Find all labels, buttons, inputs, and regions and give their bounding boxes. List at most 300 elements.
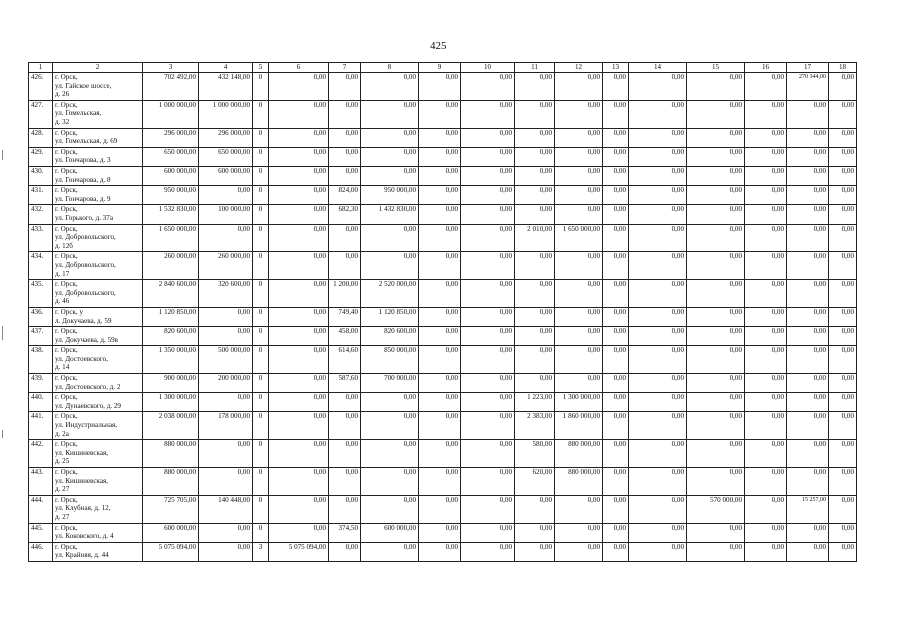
table-row [29, 346, 857, 374]
column-header: 11 [515, 63, 555, 73]
value-cell: 0,00 [829, 307, 857, 326]
row-number-cell: 430. [29, 166, 53, 185]
value-cell: 0,00 [829, 128, 857, 147]
value-cell: 0,00 [603, 374, 629, 393]
value-cell: 0,00 [829, 412, 857, 440]
value-cell: 900 000,00 [143, 374, 199, 393]
row-number-cell: 435. [29, 280, 53, 308]
value-cell: 0,00 [787, 542, 829, 561]
value-cell: 950 000,00 [361, 186, 419, 205]
value-cell: 0,00 [269, 186, 329, 205]
value-cell: 0,00 [745, 307, 787, 326]
value-cell: 1 532 830,00 [143, 205, 199, 224]
value-cell: 0,00 [329, 440, 361, 468]
value-cell: 650 000,00 [199, 147, 253, 166]
value-cell: 0,00 [629, 73, 687, 101]
value-cell: 0,00 [515, 542, 555, 561]
value-cell: 0,00 [515, 147, 555, 166]
value-cell: 0,00 [829, 73, 857, 101]
value-cell: 0,00 [515, 346, 555, 374]
value-cell: 587,60 [329, 374, 361, 393]
value-cell: 0,00 [829, 186, 857, 205]
row-number-cell: 426. [29, 73, 53, 101]
value-cell: 0,00 [603, 542, 629, 561]
value-cell: 0,00 [787, 147, 829, 166]
value-cell: 0,00 [461, 393, 515, 412]
value-cell: 0,00 [629, 542, 687, 561]
value-cell: 0 [253, 205, 269, 224]
row-number-cell: 436. [29, 307, 53, 326]
table-row [29, 374, 857, 393]
value-cell: 0,00 [629, 307, 687, 326]
value-cell: 0,00 [603, 252, 629, 280]
table-row [29, 393, 857, 412]
value-cell: 0,00 [199, 307, 253, 326]
value-cell: 0,00 [419, 523, 461, 542]
address-cell: г. Орск, ул. Достоевского, д. 2 [53, 374, 143, 393]
value-cell: 0,00 [361, 252, 419, 280]
table-row [29, 205, 857, 224]
value-cell: 0,00 [419, 495, 461, 523]
value-cell: 0,00 [603, 307, 629, 326]
value-cell: 5 075 094,00 [269, 542, 329, 561]
value-cell: 0,00 [629, 166, 687, 185]
value-cell: 0,00 [419, 374, 461, 393]
value-cell: 570 000,00 [687, 495, 745, 523]
value-cell: 0,00 [603, 147, 629, 166]
value-cell: 0,00 [419, 542, 461, 561]
value-cell: 880 000,00 [143, 440, 199, 468]
table-header-row [29, 63, 857, 73]
value-cell: 0,00 [687, 128, 745, 147]
value-cell: 0,00 [419, 224, 461, 252]
column-header: 10 [461, 63, 515, 73]
value-cell: 0,00 [745, 224, 787, 252]
value-cell: 0,00 [629, 523, 687, 542]
column-header: 3 [143, 63, 199, 73]
table-row [29, 100, 857, 128]
value-cell: 0,00 [419, 147, 461, 166]
value-cell: 0,00 [269, 523, 329, 542]
address-cell: г. Орск, ул. Дунаевского, д. 29 [53, 393, 143, 412]
value-cell: 0,00 [555, 280, 603, 308]
value-cell: 0,00 [515, 307, 555, 326]
value-cell: 0 [253, 224, 269, 252]
value-cell: 2 010,00 [515, 224, 555, 252]
value-cell: 0,00 [787, 374, 829, 393]
row-number-cell: 437. [29, 327, 53, 346]
value-cell: 880 000,00 [555, 468, 603, 496]
value-cell: 374,50 [329, 523, 361, 542]
value-cell: 0,00 [461, 166, 515, 185]
value-cell: 1 300 000,00 [555, 393, 603, 412]
value-cell: 0,00 [687, 412, 745, 440]
value-cell: 0,00 [787, 128, 829, 147]
value-cell: 320 600,00 [199, 280, 253, 308]
value-cell: 0,00 [361, 440, 419, 468]
value-cell: 0 [253, 252, 269, 280]
value-cell: 0,00 [745, 186, 787, 205]
value-cell: 0,00 [329, 224, 361, 252]
value-cell: 0,00 [515, 73, 555, 101]
value-cell: 0,00 [461, 186, 515, 205]
table-row [29, 327, 857, 346]
table-row [29, 128, 857, 147]
value-cell: 0,00 [199, 186, 253, 205]
value-cell: 0,00 [829, 252, 857, 280]
address-cell: г. Орск, ул. Добровольского, д. 12б [53, 224, 143, 252]
value-cell: 580,00 [515, 440, 555, 468]
address-cell: г. Орск, ул. Добровольского, д. 17 [53, 252, 143, 280]
value-cell: 0,00 [555, 166, 603, 185]
value-cell: 1 120 850,00 [143, 307, 199, 326]
value-cell: 0,00 [361, 128, 419, 147]
value-cell: 0,00 [687, 100, 745, 128]
value-cell: 0,00 [745, 412, 787, 440]
value-cell: 0,00 [829, 224, 857, 252]
column-header: 5 [253, 63, 269, 73]
table-row [29, 495, 857, 523]
column-header: 13 [603, 63, 629, 73]
value-cell: 0,00 [361, 73, 419, 101]
value-cell: 0,00 [787, 100, 829, 128]
value-cell: 0,00 [629, 468, 687, 496]
value-cell: 600 000,00 [143, 166, 199, 185]
address-cell: г. Орск, у л. Докучаева, д. 59 [53, 307, 143, 326]
row-number-cell: 443. [29, 468, 53, 496]
value-cell: 0,00 [745, 393, 787, 412]
value-cell: 0,00 [787, 393, 829, 412]
value-cell: 0,00 [787, 205, 829, 224]
value-cell: 0,00 [419, 468, 461, 496]
value-cell: 0,00 [629, 327, 687, 346]
value-cell: 260 000,00 [143, 252, 199, 280]
value-cell: 5 075 094,00 [143, 542, 199, 561]
value-cell: 0,00 [829, 542, 857, 561]
value-cell: 0,00 [603, 523, 629, 542]
value-cell: 0,00 [361, 468, 419, 496]
value-cell: 0 [253, 440, 269, 468]
table-row [29, 224, 857, 252]
value-cell: 0,00 [745, 440, 787, 468]
table-row [29, 186, 857, 205]
value-cell: 0 [253, 166, 269, 185]
value-cell: 0,00 [515, 128, 555, 147]
value-cell: 0,00 [745, 346, 787, 374]
scan-margin-mark [2, 326, 3, 340]
address-cell: г. Орск, ул. Горького, д. 37а [53, 205, 143, 224]
value-cell: 0,00 [555, 205, 603, 224]
value-cell: 650 000,00 [143, 147, 199, 166]
value-cell: 0,00 [829, 100, 857, 128]
value-cell: 0,00 [361, 412, 419, 440]
value-cell: 0,00 [361, 147, 419, 166]
value-cell: 950 000,00 [143, 186, 199, 205]
value-cell: 0,00 [687, 205, 745, 224]
value-cell: 0,00 [199, 542, 253, 561]
value-cell: 0,00 [461, 205, 515, 224]
value-cell: 0,00 [687, 542, 745, 561]
value-cell: 0,00 [461, 346, 515, 374]
data-table [28, 62, 857, 562]
value-cell: 0,00 [461, 327, 515, 346]
value-cell: 820 600,00 [143, 327, 199, 346]
value-cell: 0,00 [745, 523, 787, 542]
address-cell: г. Орск, ул. Достоевского, д. 14 [53, 346, 143, 374]
value-cell: 0,00 [329, 542, 361, 561]
column-header: 16 [745, 63, 787, 73]
value-cell: 600 000,00 [143, 523, 199, 542]
column-header: 12 [555, 63, 603, 73]
column-header: 2 [53, 63, 143, 73]
value-cell: 0,00 [269, 495, 329, 523]
value-cell: 0 [253, 327, 269, 346]
value-cell: 0,00 [629, 224, 687, 252]
row-number-cell: 427. [29, 100, 53, 128]
value-cell: 1 223,00 [515, 393, 555, 412]
value-cell: 0,00 [269, 440, 329, 468]
value-cell: 0,00 [419, 252, 461, 280]
value-cell: 1 300 000,00 [143, 393, 199, 412]
value-cell: 500 000,00 [199, 346, 253, 374]
value-cell: 0,00 [629, 374, 687, 393]
value-cell: 0,00 [829, 346, 857, 374]
address-cell: г. Орск, ул. Индустриальная, д. 2а [53, 412, 143, 440]
row-number-cell: 432. [29, 205, 53, 224]
value-cell: 0,00 [199, 468, 253, 496]
value-cell: 0 [253, 147, 269, 166]
value-cell: 0,00 [687, 523, 745, 542]
value-cell: 0,00 [687, 393, 745, 412]
value-cell: 0,00 [269, 327, 329, 346]
value-cell: 0,00 [745, 128, 787, 147]
value-cell: 0 [253, 73, 269, 101]
value-cell: 0,00 [829, 440, 857, 468]
value-cell: 0,00 [555, 495, 603, 523]
value-cell: 0,00 [199, 440, 253, 468]
value-cell: 0,00 [199, 523, 253, 542]
value-cell: 0,00 [461, 73, 515, 101]
value-cell: 749,40 [329, 307, 361, 326]
column-header: 4 [199, 63, 253, 73]
value-cell: 0,00 [687, 346, 745, 374]
value-cell: 0,00 [515, 166, 555, 185]
value-cell: 0,00 [745, 374, 787, 393]
value-cell: 0,00 [269, 468, 329, 496]
address-cell: г. Орск, ул. Гончарова, д. 3 [53, 147, 143, 166]
value-cell: 0,00 [329, 128, 361, 147]
value-cell: 0,00 [461, 307, 515, 326]
row-number-cell: 429. [29, 147, 53, 166]
address-cell: г. Орск, ул. Гончарова, д. 8 [53, 166, 143, 185]
value-cell: 0,00 [269, 252, 329, 280]
value-cell: 0,00 [829, 374, 857, 393]
value-cell: 0,00 [329, 166, 361, 185]
value-cell: 0,00 [461, 412, 515, 440]
value-cell: 0,00 [745, 100, 787, 128]
value-cell: 0,00 [329, 393, 361, 412]
value-cell: 850 000,00 [361, 346, 419, 374]
value-cell: 1 120 850,00 [361, 307, 419, 326]
value-cell: 178 000,00 [199, 412, 253, 440]
value-cell: 0,00 [629, 440, 687, 468]
value-cell: 0,00 [629, 147, 687, 166]
value-cell: 0,00 [787, 252, 829, 280]
scan-margin-mark [2, 430, 3, 438]
table-row [29, 468, 857, 496]
value-cell: 0,00 [687, 327, 745, 346]
value-cell: 0,00 [745, 468, 787, 496]
value-cell: 0,00 [687, 374, 745, 393]
value-cell: 0,00 [361, 495, 419, 523]
value-cell: 0,00 [629, 252, 687, 280]
address-cell: г. Орск, ул. Гайское шоссе, д. 26 [53, 73, 143, 101]
row-number-cell: 431. [29, 186, 53, 205]
value-cell: 0,00 [629, 205, 687, 224]
value-cell: 0,00 [687, 166, 745, 185]
address-cell: г. Орск, ул. Докучаева, д. 59в [53, 327, 143, 346]
value-cell: 0,00 [629, 100, 687, 128]
value-cell: 0,00 [461, 252, 515, 280]
value-cell: 0,00 [361, 542, 419, 561]
value-cell: 0,00 [269, 147, 329, 166]
value-cell: 0,00 [687, 468, 745, 496]
value-cell: 0,00 [419, 307, 461, 326]
value-cell: 0,00 [603, 100, 629, 128]
column-header: 7 [329, 63, 361, 73]
row-number-cell: 434. [29, 252, 53, 280]
address-cell: г. Орск, ул. Клубная, д. 12, д. 27 [53, 495, 143, 523]
value-cell: 0,00 [515, 523, 555, 542]
value-cell: 0,00 [555, 73, 603, 101]
value-cell: 0,00 [555, 128, 603, 147]
column-header: 8 [361, 63, 419, 73]
address-cell: г. Орск, ул. Кишиневская, д. 27 [53, 468, 143, 496]
value-cell: 0,00 [555, 186, 603, 205]
value-cell: 0,00 [603, 393, 629, 412]
value-cell: 0,00 [515, 252, 555, 280]
value-cell: 432 148,00 [199, 73, 253, 101]
value-cell: 0,00 [687, 186, 745, 205]
address-cell: г. Орск, ул. Гончарова, д. 9 [53, 186, 143, 205]
value-cell: 0,00 [461, 374, 515, 393]
value-cell: 0,00 [603, 280, 629, 308]
value-cell: 0,00 [329, 412, 361, 440]
value-cell: 0,00 [515, 495, 555, 523]
value-cell: 0,00 [361, 224, 419, 252]
value-cell: 0,00 [829, 393, 857, 412]
value-cell: 0 [253, 100, 269, 128]
value-cell: 270 344,00 [787, 73, 829, 101]
value-cell: 620,00 [515, 468, 555, 496]
value-cell: 0,00 [515, 327, 555, 346]
value-cell: 296 000,00 [199, 128, 253, 147]
value-cell: 0,00 [419, 412, 461, 440]
value-cell: 0,00 [603, 128, 629, 147]
value-cell: 880 000,00 [555, 440, 603, 468]
value-cell: 0,00 [603, 412, 629, 440]
value-cell: 0,00 [745, 205, 787, 224]
value-cell: 0,00 [603, 166, 629, 185]
value-cell: 0,00 [361, 393, 419, 412]
value-cell: 0,00 [329, 100, 361, 128]
value-cell: 0,00 [745, 147, 787, 166]
value-cell: 0,00 [269, 73, 329, 101]
value-cell: 0,00 [787, 523, 829, 542]
value-cell: 0,00 [419, 128, 461, 147]
value-cell: 0,00 [515, 280, 555, 308]
value-cell: 1 000 000,00 [199, 100, 253, 128]
value-cell: 614,60 [329, 346, 361, 374]
value-cell: 0,00 [419, 100, 461, 128]
value-cell: 1 650 000,00 [143, 224, 199, 252]
row-number-cell: 439. [29, 374, 53, 393]
value-cell: 0,00 [787, 440, 829, 468]
value-cell: 0,00 [329, 252, 361, 280]
value-cell: 0,00 [629, 128, 687, 147]
value-cell: 0,00 [745, 327, 787, 346]
table-row [29, 523, 857, 542]
value-cell: 0,00 [329, 495, 361, 523]
value-cell: 0,00 [787, 346, 829, 374]
value-cell: 820 600,00 [361, 327, 419, 346]
value-cell: 0,00 [269, 307, 329, 326]
value-cell: 0 [253, 393, 269, 412]
table-row [29, 412, 857, 440]
address-cell: г. Орск, ул. Коковского, д. 4 [53, 523, 143, 542]
value-cell: 0,00 [603, 73, 629, 101]
value-cell: 0,00 [629, 346, 687, 374]
value-cell: 0,00 [329, 73, 361, 101]
value-cell: 0,00 [603, 224, 629, 252]
value-cell: 0,00 [687, 147, 745, 166]
value-cell: 1 860 000,00 [555, 412, 603, 440]
address-cell: г. Орск, ул. Гомельская, д. 32 [53, 100, 143, 128]
value-cell: 0,00 [603, 440, 629, 468]
table-row [29, 147, 857, 166]
address-cell: г. Орск, ул. Гомельская, д. 69 [53, 128, 143, 147]
value-cell: 3 [253, 542, 269, 561]
table-row [29, 73, 857, 101]
value-cell: 0,00 [829, 495, 857, 523]
value-cell: 0,00 [629, 186, 687, 205]
value-cell: 0 [253, 412, 269, 440]
value-cell: 0,00 [269, 166, 329, 185]
value-cell: 0,00 [829, 147, 857, 166]
table-row [29, 166, 857, 185]
value-cell: 0,00 [629, 393, 687, 412]
value-cell: 0,00 [745, 495, 787, 523]
row-number-cell: 446. [29, 542, 53, 561]
value-cell: 1 350 000,00 [143, 346, 199, 374]
value-cell: 880 000,00 [143, 468, 199, 496]
value-cell: 0,00 [687, 252, 745, 280]
value-cell: 0,00 [461, 128, 515, 147]
value-cell: 0,00 [461, 495, 515, 523]
value-cell: 0,00 [687, 440, 745, 468]
value-cell: 0 [253, 495, 269, 523]
value-cell: 0,00 [269, 412, 329, 440]
value-cell: 15 257,00 [787, 495, 829, 523]
value-cell: 702 492,00 [143, 73, 199, 101]
value-cell: 0,00 [461, 440, 515, 468]
value-cell: 700 000,00 [361, 374, 419, 393]
value-cell: 0,00 [269, 393, 329, 412]
value-cell: 0,00 [269, 346, 329, 374]
value-cell: 0,00 [199, 393, 253, 412]
value-cell: 0,00 [745, 280, 787, 308]
value-cell: 0 [253, 128, 269, 147]
